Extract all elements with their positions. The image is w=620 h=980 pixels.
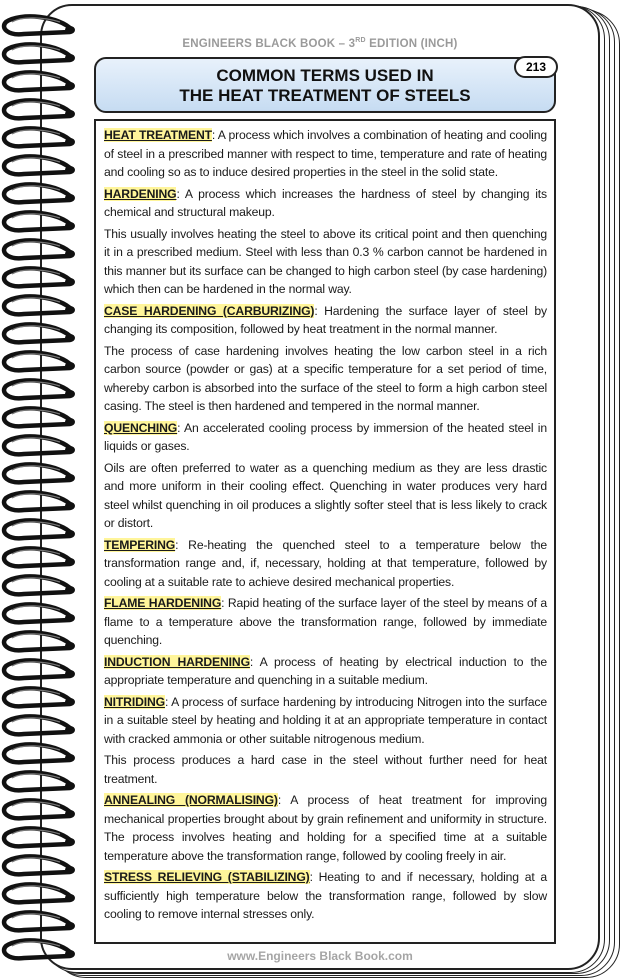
spiral-coil <box>4 548 75 566</box>
spiral-coil <box>4 716 75 734</box>
spiral-coil <box>4 184 75 202</box>
entry-stress-relieving: STRESS RELIEVING (STABILIZING): Heating to and if necessary, holding at a sufficiently high temperature below the transformation range, followed by slow cooling to remove internal stresses only. <box>104 870 548 921</box>
spiral-coil <box>4 100 75 118</box>
entry-nitriding: NITRIDING: A process of surface hardening by introducing Nitrogen into the surface in a suitable steel by heating and holding it at an appropriate temperature in contact with cracked ammonia or other suitable nitrogenous medium. <box>104 694 547 746</box>
title-line-1: COMMON TERMS USED IN <box>216 66 434 85</box>
entry-quenching: QUENCHING: An accelerated cooling process by immersion of the heated steel in liquids or gases. <box>104 420 547 453</box>
entry-hardening-detail: This usually involves heating the steel to above its critical point and then quenching it in a prescribed medium. Steel with less than 0.3 % carbon cannot be hardened in this manner but its surface can be changed to high carbon steel (by case hardening) which then can be hardened in the normal way. <box>104 226 547 296</box>
spiral-coil <box>4 632 75 650</box>
spiral-coil <box>4 492 75 510</box>
entry-hardening: HARDENING: A process which increases the hardness of steel by changing its chemical and structural makeup. <box>104 186 547 219</box>
page-title <box>94 57 556 113</box>
entry-annealing: ANNEALING (NORMALISING): A process of heat treatment for improving mechanical properties brought about by grain refinement and uniformity in structure. The process involves heating and holding for a specified time at a suitable temperature above the transformation range, followed by cooling freely in air. <box>104 793 547 863</box>
entry-nitriding-detail: This process produces a hard case in the steel without further need for heat treatment. <box>104 753 547 786</box>
footer-url: www.Engineers Black Book.com <box>227 949 413 963</box>
spiral-coil <box>4 324 75 342</box>
spiral-coil <box>4 660 75 678</box>
entry-flame-hardening: FLAME HARDENING: Rapid heating of the surface layer of the steel by means of a flame to a temperature above the transformation range, followed by immediate quenching. <box>104 596 547 647</box>
spiral-coil <box>4 576 75 594</box>
spiral-coil <box>4 856 75 874</box>
entry-induction-hardening: INDUCTION HARDENING: A process of heating by electrical induction to the appropriate temperature and quenching in a suitable medium. <box>104 654 547 687</box>
spiral-coil <box>4 296 75 314</box>
content-box <box>94 119 556 944</box>
spiral-coil <box>4 436 75 454</box>
page-number: 213 <box>514 56 558 78</box>
entry-tempering: TEMPERING: Re-heating the quenched steel to a temperature below the transformation range and, if, necessary, holding at that temperature, followed by cooling at a suitable rate to achieve desired mechanical properties. <box>104 537 547 589</box>
spiral-coil <box>4 800 75 818</box>
book-header: ENGINEERS BLACK BOOK – 3RD EDITION (INCH) <box>182 37 458 50</box>
spiral-coil <box>4 520 75 538</box>
spiral-coil <box>4 884 75 902</box>
spiral-coil <box>4 212 75 230</box>
spiral-coil <box>4 268 75 286</box>
spiral-coil <box>4 464 75 482</box>
spiral-coil <box>4 156 75 174</box>
spiral-coil <box>4 72 75 90</box>
spiral-coil <box>4 744 75 762</box>
entry-quenching-detail: Oils are often preferred to water as a quenching medium as they are less drastic and more uniform in their cooling effect. Quenching in water produces very hard steel whilst quenching in oil produces a slightly softer steel that is less likely to crack or distort. <box>104 460 547 530</box>
spiral-coil <box>4 128 75 146</box>
spiral-coil <box>4 688 75 706</box>
entry-heat-treatment: HEAT TREATMENT: A process which involves a combination of heating and cooling of steel in a prescribed manner with respect to time, temperature and rate of heating and cooling so as to induce desired properties in the steel in the solid state. <box>104 128 547 179</box>
spiral-coil <box>4 240 75 258</box>
title-line-2: THE HEAT TREATMENT OF STEELS <box>179 86 471 105</box>
spiral-coil <box>4 772 75 790</box>
spiral-coil <box>4 380 75 398</box>
entry-case-hardening: CASE HARDENING (CARBURIZING): Hardening the surface layer of steel by changing its composition, followed by heat treatment in the normal manner. <box>104 303 547 336</box>
spiral-binding <box>0 0 90 980</box>
spiral-coil <box>4 352 75 370</box>
entry-case-hardening-detail: The process of case hardening involves heating the low carbon steel in a rich carbon source (powder or gas) at a specific temperature for a set period of time, whereby carbon is absorbed into the surface of the steel to form a high carbon steel casing. The steel is then hardened and tempered in the normal manner. <box>104 343 547 413</box>
spiral-coil <box>4 828 75 846</box>
spiral-coil <box>4 912 75 930</box>
spiral-coil <box>4 16 75 34</box>
spiral-coil <box>4 604 75 622</box>
spiral-coil <box>4 408 75 426</box>
